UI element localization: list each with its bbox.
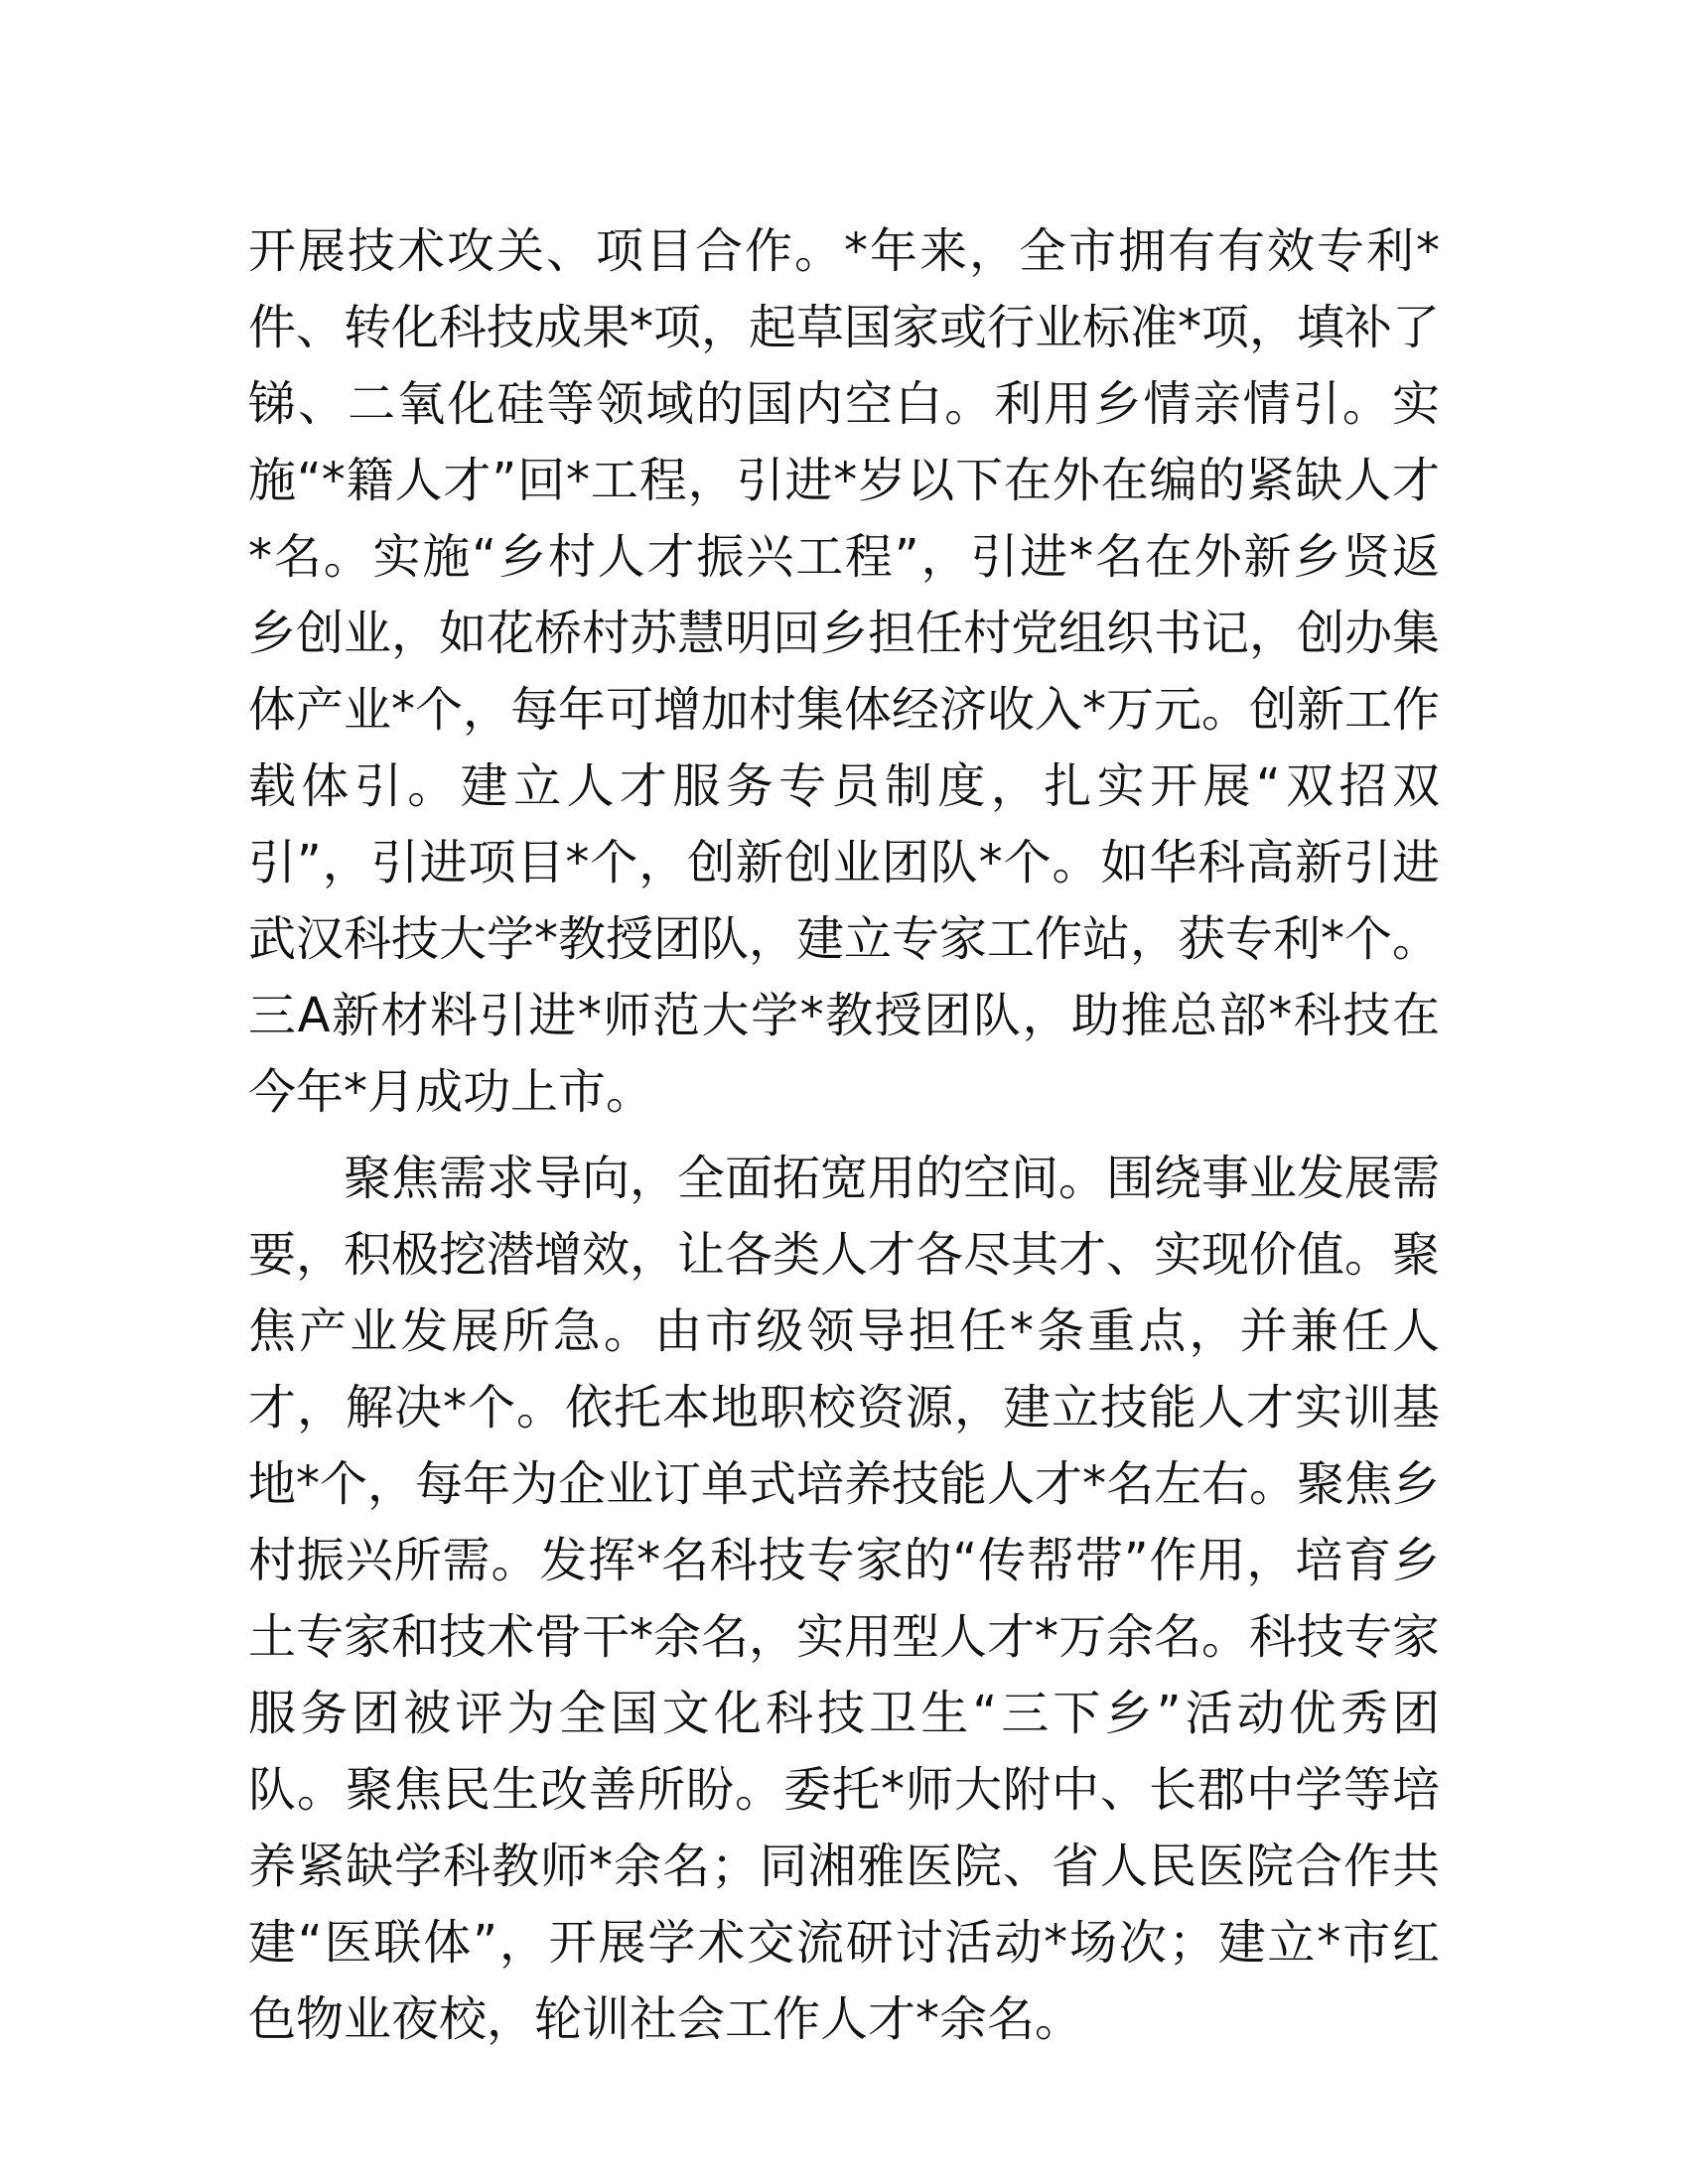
paragraph-continued: 开展技术攻关、项目合作。*年来，全市拥有有效专利*件、转化科技成果*项，起草国家或行业标准*项，填补了锑、二氧化硅等领域的国内空白。利用乡情亲情引。实施“*籍人才”回*工程，引进*岁以下在外在编的紧缺人才*名。实施“乡村人才振兴工程”，引进*名在外新乡贤返乡创业，如花桥村苏慧明回乡担任村党组织书记，创办集体产业*个，每年可增加村集体经济收入*万元。创新工作载体引。建立人才服务专员制度，扎实开展“双招双引”，引进项目*个，创新创业团队*个。如华科高新引进武汉科技大学*教授团队，建立专家工作站，获专利*个。三A新材料引进*师范大学*教授团队，助推总部*科技在今年*月成功上市。: [248, 223, 1441, 1120]
paragraph-demand-orientation: 聚焦需求导向，全面拓宽用的空间。围绕事业发展需要，积极挖潜增效，让各类人才各尽其才、实现价值。聚焦产业发展所急。由市级领导担任*条重点，并兼任人才，解决*个。依托本地职校资源，建立技能人才实训基地*个，每年为企业订单式培养技能人才*名左右。聚焦乡村振兴所需。发挥*名科技专家的“传帮带”作用，培育乡土专家和技术骨干*余名，实用型人才*万余名。科技专家服务团被评为全国文化科技卫生“三下乡”活动优秀团队。聚焦民生改善所盼。委托*师大附中、长郡中学等培养紧缺学科教师*余名；同湘雅医院、省人民医院合作共建“医联体”，开展学术交流研讨活动*场次；建立*市红色物业夜校，轮训社会工作人才*余名。: [248, 1151, 1441, 2047]
document-body: [248, 213, 1440, 2058]
